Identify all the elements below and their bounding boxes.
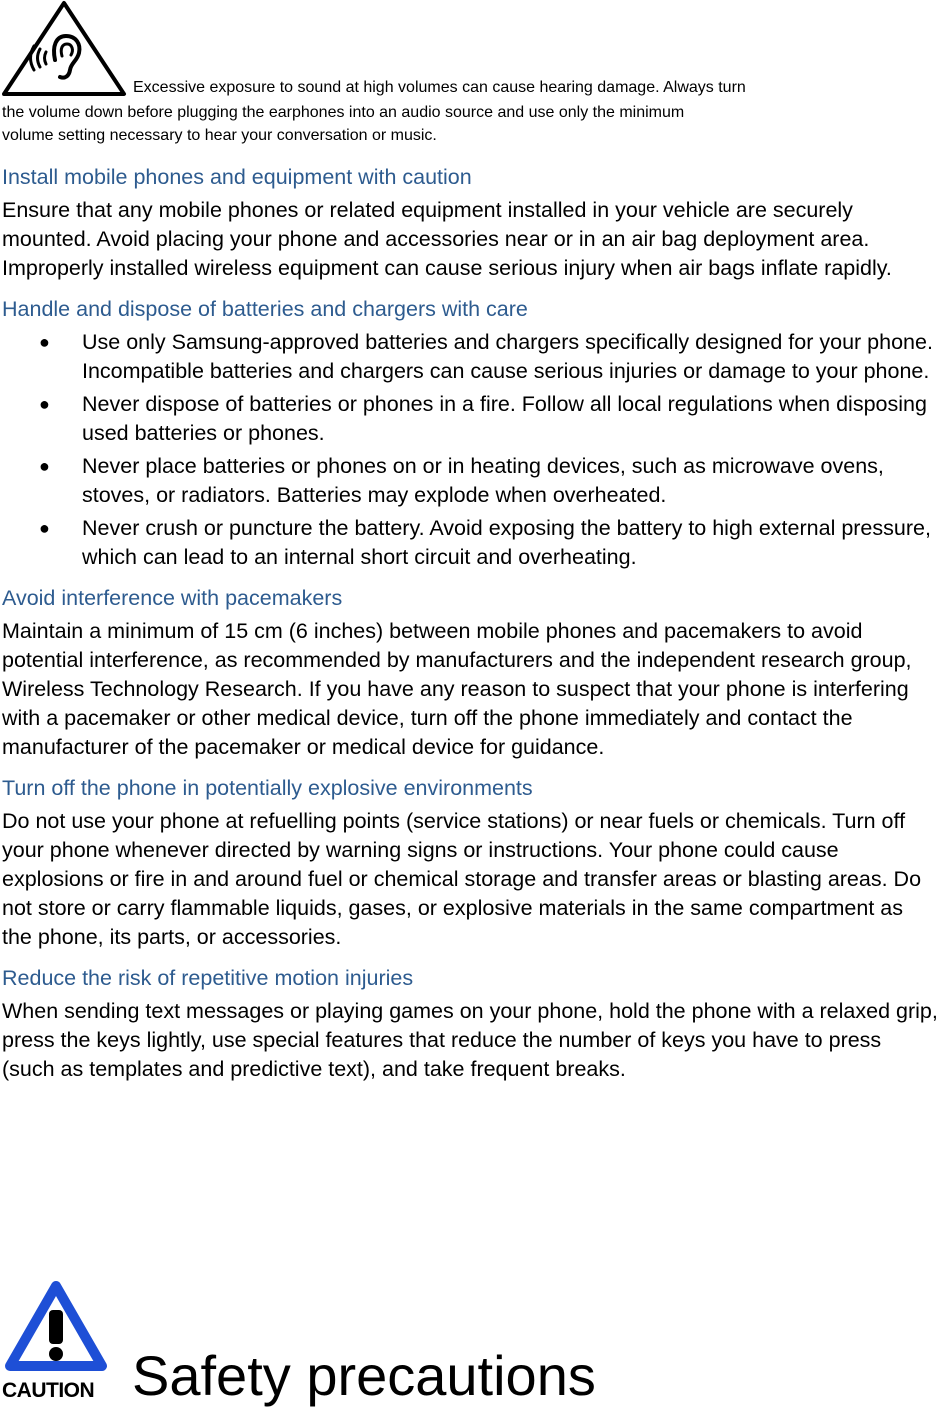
section-heading-explosive: Turn off the phone in potentially explosive environments <box>2 776 533 800</box>
section-explosive <box>2 775 938 952</box>
battery-list <box>2 328 938 572</box>
section-batteries <box>2 296 938 572</box>
hearing-warning-line1: Excessive exposure to sound at high volumes can cause hearing damage. Always turn <box>133 79 746 96</box>
list-item <box>2 452 938 510</box>
bullet-icon: ● <box>39 394 50 414</box>
safety-content <box>2 164 938 1097</box>
caution-label: CAUTION <box>2 1379 95 1402</box>
list-item-text: Never place batteries or phones on or in heating devices, such as microwave ovens, stoves, or radiators. Batteries may explode when overheated. <box>82 454 884 507</box>
list-item-text: Never crush or puncture the battery. Avoid exposing the battery to high external pressure, which can lead to an internal short circuit and overheating. <box>82 516 931 569</box>
caution-icon <box>4 1280 108 1376</box>
hearing-warning-line2: the volume down before plugging the earphones into an audio source and use only the minimum <box>2 104 685 121</box>
section-body-install: Ensure that any mobile phones or related equipment installed in your vehicle are securely mounted. Avoid placing your phone and accessories near or in an air bag deployment area. Improperly installed wireless equipment can cause serious injury when air bags inflate rapidly. <box>2 198 892 280</box>
section-pacemakers <box>2 585 938 762</box>
page-footer <box>0 1280 938 1413</box>
hearing-warning <box>0 0 938 150</box>
section-heading-repetitive: Reduce the risk of repetitive motion injuries <box>2 966 414 990</box>
bullet-icon: ● <box>39 518 50 538</box>
page-title: Safety precautions <box>132 1344 596 1407</box>
section-body-explosive: Do not use your phone at refuelling points (service stations) or near fuels or chemicals. Turn off your phone whenever directed by warning signs or instructions. Your phone could cause explosions or fire in and around fuel or chemical storage and transfer areas or blasting areas. Do not store or carry flammable liquids, gases, or explosive materials in the same compartment as the phone, its parts, or accessories. <box>2 809 922 949</box>
section-install <box>2 164 938 283</box>
list-item-text: Never dispose of batteries or phones in a fire. Follow all local regulations when disposing used batteries or phones. <box>82 392 927 445</box>
section-heading-pacemakers: Avoid interference with pacemakers <box>2 586 343 610</box>
list-item <box>2 390 938 448</box>
list-item-text: Use only Samsung-approved batteries and chargers specifically designed for your phone. Incompatible batteries and chargers can cause serious injuries or damage to your phone. <box>82 330 933 383</box>
bullet-icon: ● <box>39 332 50 352</box>
section-heading-batteries: Handle and dispose of batteries and chargers with care <box>2 297 528 321</box>
hearing-warning-rest <box>2 101 932 147</box>
list-item <box>2 328 938 386</box>
bullet-icon: ● <box>39 456 50 476</box>
section-heading-install: Install mobile phones and equipment with caution <box>2 165 472 189</box>
section-repetitive <box>2 965 938 1084</box>
hearing-warning-line3: volume setting necessary to hear your conversation or music. <box>2 127 437 144</box>
section-body-pacemakers: Maintain a minimum of 15 cm (6 inches) between mobile phones and pacemakers to avoid potential interference, as recommended by manufacturers and the independent research group, Wireless Technology Research. If you have any reason to suspect that your phone is interfering with a pacemaker or other medical device, turn off the phone immediately and contact the manufacturer of the pacemaker or medical device for guidance. <box>2 619 912 759</box>
list-item <box>2 514 938 572</box>
ear-warning-icon <box>0 0 128 98</box>
section-body-repetitive: When sending text messages or playing games on your phone, hold the phone with a relaxed grip, press the keys lightly, use special features that reduce the number of keys you have to press (such as templates and predictive text), and take frequent breaks. <box>2 999 938 1081</box>
